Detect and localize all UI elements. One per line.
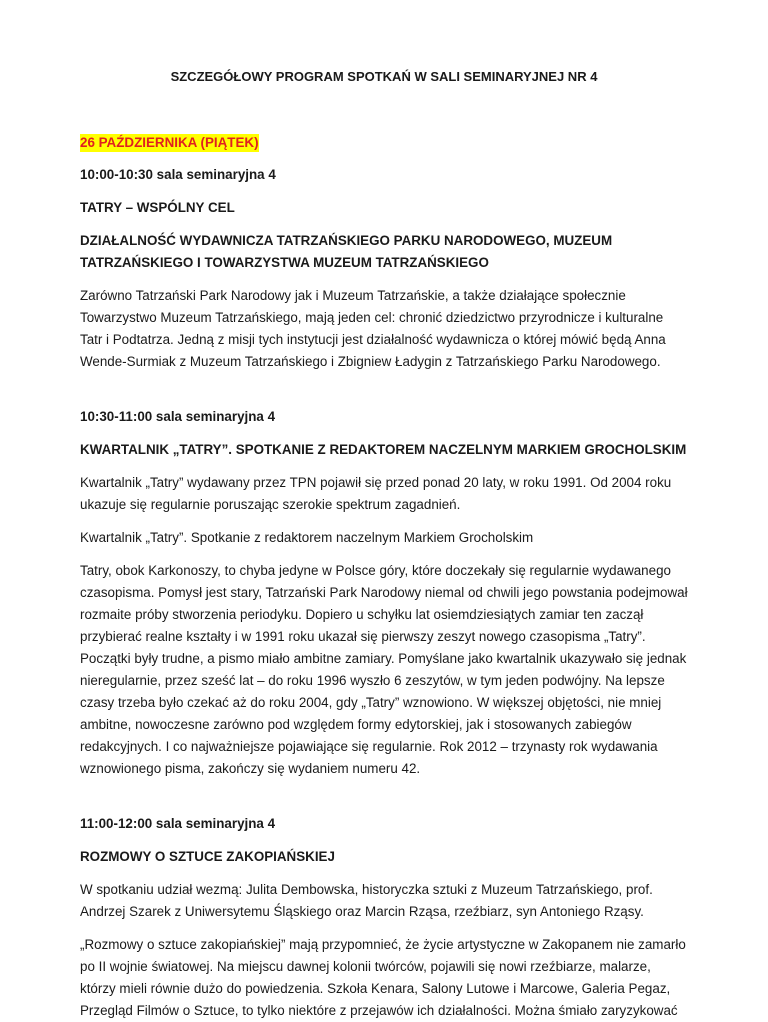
session-3: [80, 813, 688, 1022]
session-2: [80, 406, 688, 780]
session-heading: TATRY – WSPÓLNY CEL: [80, 200, 235, 215]
session-paragraph: Tatry, obok Karkonoszy, to chyba jedyne w Polsce góry, które doczekały się regularnie wydawanego czasopisma. Pomysł jest stary, Tatrzański Park Narodowy niemal od chwili jego powstania podejmował rozmaite próby stworzenia periodyku. Dopiero u schyłku lat osiemdziesiątych zamiar ten zaczął przybierać realne kształty i w 1991 roku ukazał się pierwszy zeszyt nowego czasopisma „Tatry”. Początki były trudne, a pismo miało ambitne zamiary. Pomyślane jako kwartalnik ukazywało się jednak nieregularnie, przez sześć lat – do roku 1996 wyszło 6 zeszytów, w tym jeden podwójny. Na lepsze czasy trzeba było czekać aż do roku 2004, gdy „Tatry” wznowiono. W większej objętości, nie mniej ambitne, nowoczesne zarówno pod względem formy edytorskiej, jak i stosowanych zabiegów redakcyjnych. I co najważniejsze pojawiające się regularnie. Rok 2012 – trzynasty rok wydawania wznowionego pisma, zakończy się wydaniem numeru 42.: [80, 563, 688, 776]
session-paragraph: Zarówno Tatrzański Park Narodowy jak i Muzeum Tatrzańskie, a także działające społecznie Towarzystwo Muzeum Tatrzańskiego, mają jeden cel: chronić dziedzictwo przyrodnicze i kulturalne Tatr i Podtatrza. Jedną z misji tych instytucji jest działalność wydawnicza o której mówić będą Anna Wende-Surmiak z Muzeum Tatrzańskiego i Zbigniew Ładygin z Tatrzańskiego Parku Narodowego.: [80, 288, 666, 369]
document-title: SZCZEGÓŁOWY PROGRAM SPOTKAŃ W SALI SEMINARYJNEJ NR 4: [170, 69, 598, 84]
session-time: 10:30-11:00 sala seminaryjna 4: [80, 409, 276, 424]
date-heading: 26 PAŹDZIERNIKA (PIĄTEK): [80, 135, 259, 150]
session-time: 10:00-10:30 sala seminaryjna 4: [80, 167, 276, 182]
spacer: [80, 791, 688, 813]
session-heading: KWARTALNIK „TATRY”. SPOTKANIE Z REDAKTOREM NACZELNYM MARKIEM GROCHOLSKIM: [80, 442, 687, 457]
session-paragraph: W spotkaniu udział wezmą: Julita Dembowska, historyczka sztuki z Muzeum Tatrzańskiego, prof. Andrzej Szarek z Uniwersytemu Śląskiego oraz Marcin Rząsa, rzeźbiarz, syn Antoniego Rząsy.: [80, 882, 653, 919]
session-paragraph: „Rozmowy o sztuce zakopiańskiej” mają przypomnieć, że życie artystyczne w Zakopanem nie zamarło po II wojnie światowej. Na miejscu dawnej kolonii twórców, pojawili się nowi rzeźbiarze, malarze, którzy mieli równie dużo do powiedzenia. Szkoła Kenara, Salony Lutowe i Marcowe, Galeria Pegaz, Przegląd Filmów o Sztuce, to tylko niektóre z przejawów ich działalności. Można śmiało zaryzykować: [80, 937, 686, 1018]
session-heading: DZIAŁALNOŚĆ WYDAWNICZA TATRZAŃSKIEGO PARKU NARODOWEGO, MUZEUM TATRZAŃSKIEGO I TOWARZYSTWA MUZEUM TATRZAŃSKIEGO: [80, 233, 613, 270]
session-paragraph: Kwartalnik „Tatry”. Spotkanie z redaktorem naczelnym Markiem Grocholskim: [80, 530, 534, 545]
session-1: [80, 164, 688, 373]
date-heading-wrapper: [80, 132, 688, 164]
session-time: 11:00-12:00 sala seminaryjna 4: [80, 816, 276, 831]
spacer: [80, 384, 688, 406]
session-paragraph: Kwartalnik „Tatry” wydawany przez TPN pojawił się przed ponad 20 laty, w roku 1991. Od 2004 roku ukazuje się regularnie poruszając szerokie spektrum zagadnień.: [80, 475, 672, 512]
session-heading: ROZMOWY O SZTUCE ZAKOPIAŃSKIEJ: [80, 849, 335, 864]
